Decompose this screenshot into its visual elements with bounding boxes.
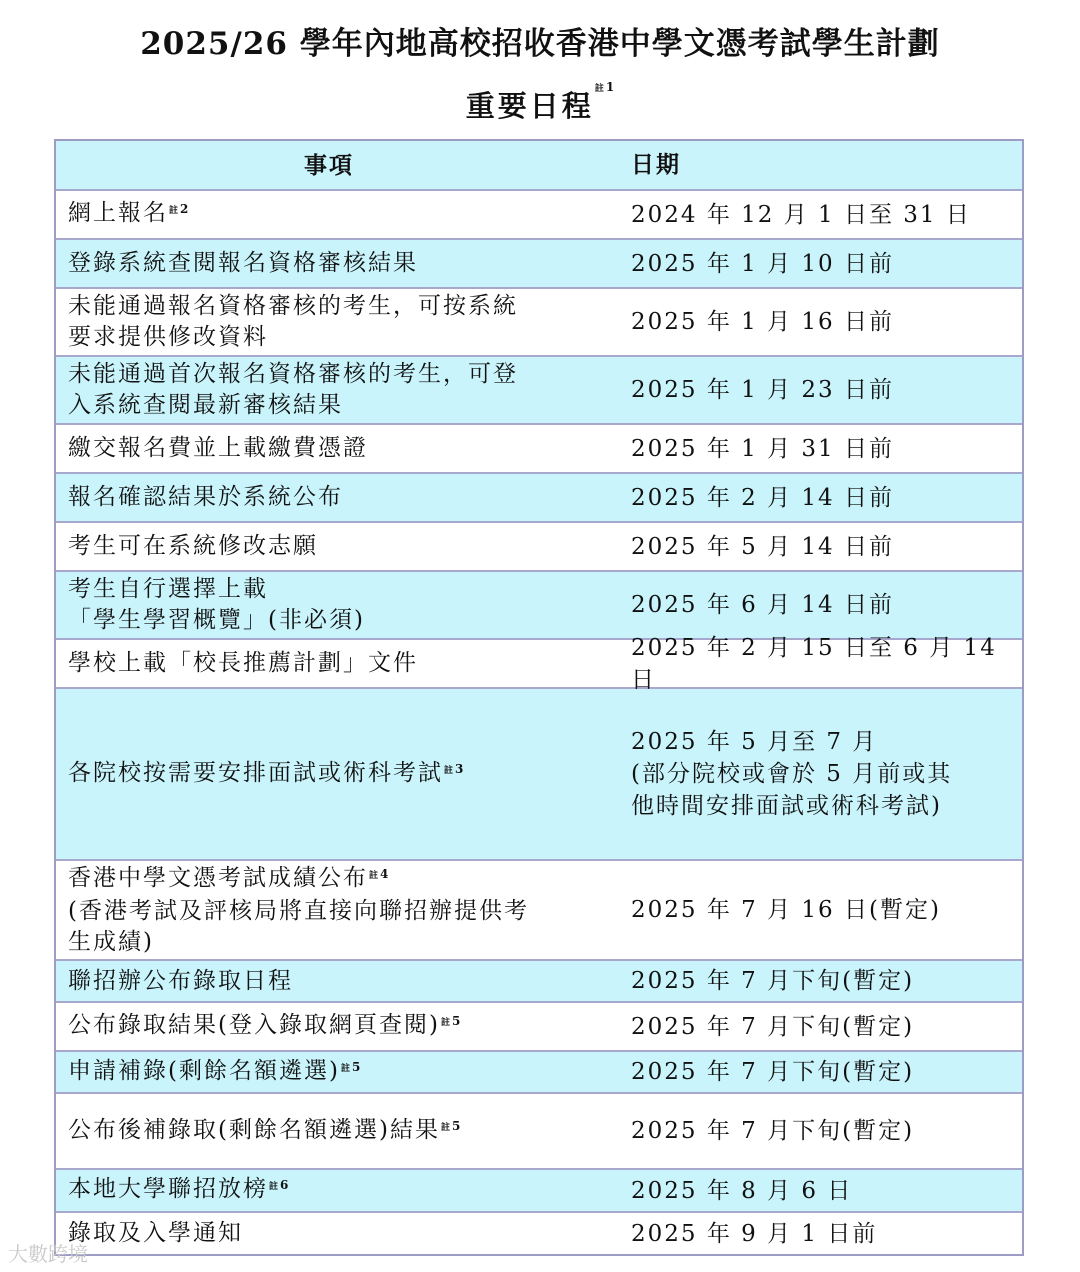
- table-row: [56, 687, 1022, 859]
- item-text: 本地大學聯招放榜: [68, 1176, 268, 1202]
- item-cell: 登錄系統查閱報名資格審核結果: [68, 250, 418, 276]
- item-cell: 考生可在系統修改志願: [68, 533, 318, 559]
- date-cell: 2025 年 7 月下旬(暫定): [631, 1059, 915, 1085]
- note-marker: 註: [369, 870, 379, 881]
- item-cell: [56, 863, 630, 958]
- item-cell: [56, 574, 630, 636]
- table-row: [56, 1211, 1022, 1254]
- item-cell: [56, 359, 630, 421]
- date-cell: 2025 年 7 月 16 日(暫定): [631, 897, 941, 923]
- table-row: [56, 423, 1022, 472]
- item-text: 申請補錄(剩餘名額遴選): [68, 1057, 340, 1084]
- item-note: [441, 1119, 460, 1133]
- item-cell: [56, 758, 630, 791]
- table-row: [56, 355, 1022, 423]
- date-cell: 2025 年 9 月 1 日前: [631, 1220, 878, 1247]
- item-cell: 錄取及入學通知: [68, 1220, 243, 1246]
- note-number: 1: [605, 80, 615, 94]
- date-cell: 2025 年 6 月 14 日前: [631, 592, 894, 618]
- item-text: 香港中學文憑考試成績公布: [68, 864, 368, 891]
- item-line: 入系統查閱最新審核結果: [68, 392, 343, 418]
- item-note: [444, 762, 463, 776]
- date-cell: 2025 年 7 月下旬(暫定): [631, 1013, 915, 1040]
- item-note: [441, 1014, 460, 1028]
- table-row: [56, 287, 1022, 355]
- note-marker: 註: [269, 1182, 279, 1192]
- item-line: 考生自行選擇上載: [68, 576, 268, 602]
- item-cell: [56, 1010, 630, 1043]
- item-note: [369, 867, 388, 881]
- item-text: 各院校按需要安排面試或術科考試: [68, 759, 443, 786]
- note-marker: 註: [444, 765, 454, 776]
- item-line: 要求提供修改資料: [68, 324, 268, 350]
- table-row: [56, 570, 1022, 638]
- table-row: [56, 1168, 1022, 1211]
- item-cell: [56, 1174, 630, 1207]
- table-row: [56, 1092, 1022, 1168]
- item-line: 未能通過報名資格審核的考生，可按系統: [68, 293, 518, 319]
- note-marker: 註: [594, 84, 604, 94]
- item-cell: 聯招辦公布錄取日程: [68, 967, 293, 994]
- table-row: [56, 959, 1022, 1001]
- date-cell: 2025 年 7 月下旬(暫定): [631, 1118, 915, 1144]
- date-cell: 2024 年 12 月 1 日至 31 日: [631, 201, 971, 228]
- date-cell: 2025 年 5 月 14 日前: [631, 533, 894, 560]
- date-line: 2025 年 5 月至 7 月: [631, 729, 878, 755]
- item-line: 「學生學習概覽」(非必須): [68, 607, 365, 633]
- document-title: 2025/26 學年內地高校招收香港中學文憑考試學生計劃: [140, 26, 940, 62]
- note-number: 2: [180, 202, 189, 216]
- date-cell: 2025 年 8 月 6 日: [631, 1177, 853, 1204]
- item-cell: 報名確認結果於系統公布: [68, 484, 343, 510]
- date-cell: 2025 年 1 月 10 日前: [631, 250, 894, 277]
- table-header-row: [56, 141, 1022, 189]
- note-number: 4: [380, 866, 389, 881]
- note-number: 6: [280, 1178, 289, 1192]
- schedule-table: [54, 139, 1024, 1256]
- table-row: [56, 859, 1022, 959]
- note-number: 5: [451, 1118, 461, 1133]
- subtitle-note: [595, 80, 614, 94]
- note-marker: 註: [440, 1018, 450, 1028]
- item-note: [341, 1060, 360, 1074]
- table-row: [56, 1001, 1022, 1050]
- document-subtitle: [0, 80, 1080, 125]
- item-note: [269, 1178, 288, 1192]
- header-item: 事項: [304, 151, 354, 179]
- date-cell: 2025 年 1 月 16 日前: [631, 309, 894, 335]
- item-line: (香港考試及評核局將直接向聯招辦提供考: [68, 897, 529, 924]
- table-row: [56, 634, 1022, 693]
- item-cell: [56, 198, 630, 231]
- table-row: [56, 238, 1022, 287]
- item-text: 公布後補錄取(剩餘名額遴選)結果: [68, 1116, 440, 1143]
- date-cell: [630, 726, 1022, 822]
- watermark: 大數跨境: [8, 1242, 88, 1266]
- item-cell: [56, 1056, 630, 1089]
- subtitle-text: 重要日程: [465, 89, 594, 123]
- table-row: [56, 472, 1022, 521]
- note-marker: 註: [340, 1063, 350, 1074]
- item-line: 生成績): [68, 928, 154, 955]
- item-cell: [56, 1115, 630, 1148]
- date-cell: 2025 年 2 月 14 日前: [631, 484, 894, 511]
- item-line: 未能通過首次報名資格審核的考生，可登: [68, 361, 518, 387]
- note-marker: 註: [169, 206, 179, 216]
- date-line: (部分院校或會於 5 月前或其: [631, 761, 953, 787]
- note-number: 3: [455, 761, 464, 776]
- item-cell: 繳交報名費並上載繳費憑證: [68, 435, 368, 461]
- item-text: 網上報名: [68, 200, 168, 226]
- note-number: 5: [351, 1059, 361, 1074]
- note-number: 5: [451, 1014, 461, 1028]
- table-row: [56, 189, 1022, 238]
- date-cell: 2025 年 2 月 15 日至 6 月 14 日: [631, 634, 997, 693]
- item-text: 公布錄取結果(登入錄取網頁查閱): [68, 1012, 440, 1038]
- note-marker: 註: [440, 1122, 450, 1133]
- table-row: [56, 521, 1022, 570]
- item-note: [169, 202, 188, 216]
- date-line: 他時間安排面試或術科考試): [631, 793, 942, 819]
- date-cell: 2025 年 1 月 31 日前: [631, 435, 894, 462]
- header-date: 日期: [631, 151, 681, 178]
- item-cell: [56, 291, 630, 353]
- item-line: [68, 863, 630, 896]
- item-cell: 學校上載「校長推薦計劃」文件: [68, 650, 418, 676]
- date-cell: 2025 年 7 月下旬(暫定): [631, 968, 915, 994]
- table-row: [56, 1050, 1022, 1092]
- date-cell: 2025 年 1 月 23 日前: [631, 377, 894, 403]
